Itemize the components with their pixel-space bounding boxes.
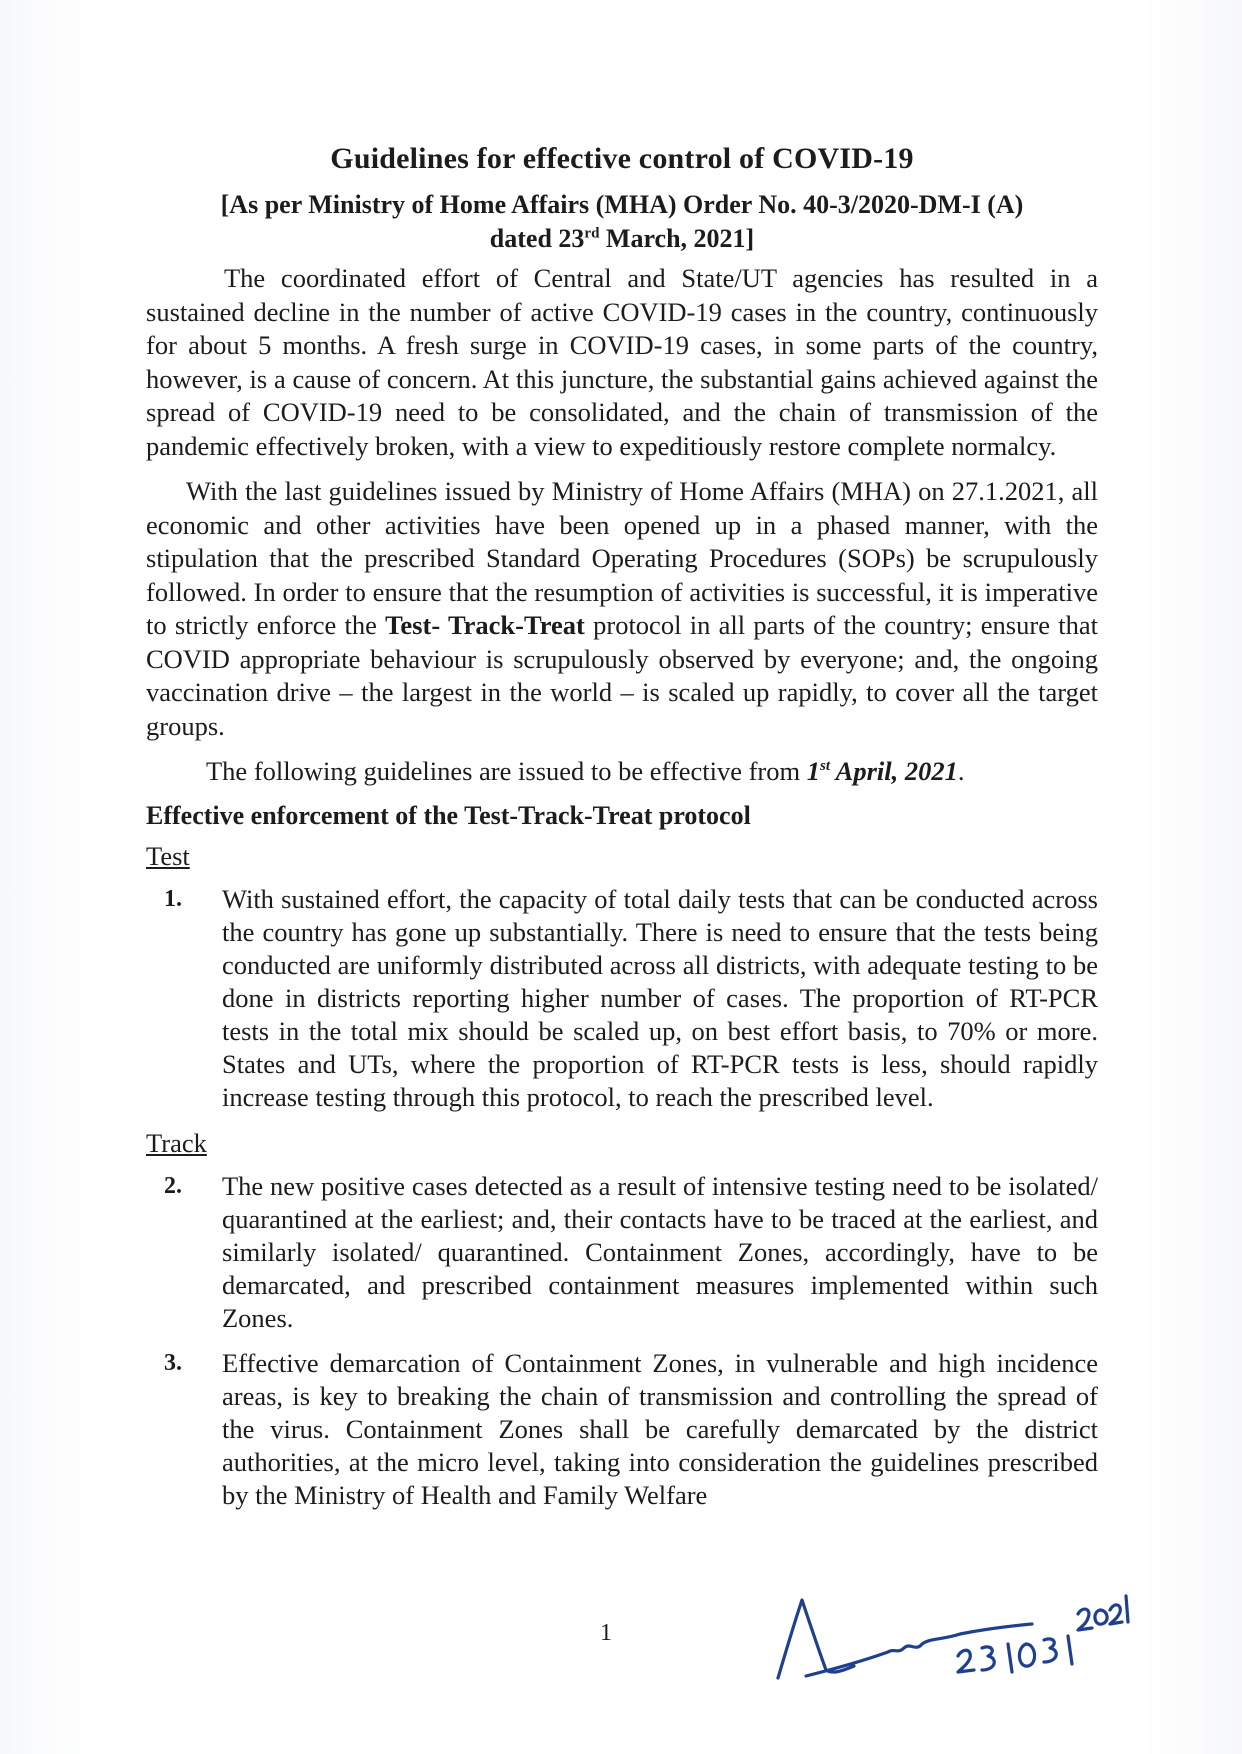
effective-date-prefix: The following guidelines are issued to be effective from: [206, 756, 807, 786]
document-title: Guidelines for effective control of COVID-19: [330, 142, 914, 175]
guideline-item-1: [146, 883, 1098, 1114]
date-slash-2: [1068, 1636, 1072, 1664]
date-digit-2b: [1078, 1609, 1092, 1630]
date-digit-0: [1019, 1644, 1034, 1666]
date-digit-0b: [1095, 1610, 1107, 1624]
guideline-item-3: [146, 1347, 1098, 1512]
date-digit-2a: [958, 1650, 974, 1672]
item-number: 1.: [164, 885, 182, 912]
subtitle-line-2: [146, 222, 1098, 256]
effective-date-month-year: April, 2021: [830, 756, 958, 786]
subtitle-date-ordinal: rd: [584, 225, 600, 242]
subheading-test: Test: [146, 840, 190, 871]
section-heading: Effective enforcement of the Test-Track-Treat protocol: [146, 800, 751, 830]
test-track-treat-emphasis: Test- Track-Treat: [385, 610, 585, 640]
document-subtitle: [146, 188, 1098, 256]
intro-paragraph-1: The coordinated effort of Central and State/UT agencies has resulted in a sustained decline in the number of active COVID-19 cases in the country, continuously for about 5 months. A fresh surge in COVID-19 cases, in some parts of the country, however, is a cause of concern. At this juncture, the substantial gains achieved against the spread of COVID-19 need to be consolidated, and the chain of transmission of the pandemic effectively broken, with a view to expeditiously restore complete normalcy.: [146, 263, 1098, 461]
subtitle-date-suffix: March, 2021]: [599, 224, 755, 253]
item-text: With sustained effort, the capacity of total daily tests that can be conducted across the country has gone up substantially. There is need to ensure that the tests being conducted are uniformly distributed across all districts, with adequate testing to be done in districts reporting higher number of cases. The proportion of RT-PCR tests in the total mix should be scaled up, on best effort basis, to 70% or more. States and UTs, where the proportion of RT-PCR tests is less, should rapidly increase testing through this protocol, to reach the prescribed level.: [222, 883, 1098, 1112]
document-body: [146, 140, 1098, 1524]
intro-paragraph-2: [146, 475, 1098, 743]
subtitle-date-prefix: dated 23: [489, 224, 585, 253]
handwritten-signature-and-date: [770, 1578, 1130, 1688]
subheading-track: Track: [146, 1127, 207, 1158]
date-digit-1: [1126, 1596, 1128, 1622]
intro-paragraph-2-end: protocol in all parts of the country; ensure that COVID appropriate behaviour is scrupulously observed by everyone; and, the ongoing vaccination drive – the largest in the world – is scaled up rapidly, to cover all the target groups.: [146, 610, 1098, 741]
item-text: The new positive cases detected as a result of intensive testing need to be isolated/ quarantined at the earliest; and, their contacts have to be traced at the earliest, and similarly isolated/ quarantined. Containment Zones, accordingly, have to be demarcated, and prescribed containment measures implemented within such Zones.: [222, 1170, 1098, 1333]
date-digit-3b: [1044, 1639, 1056, 1662]
date-digit-2c: [1110, 1605, 1122, 1624]
page-number: 1: [600, 1620, 612, 1646]
intro-paragraph-2-start: With the last guidelines issued by Ministry of Home Affairs (MHA) on 27.1.2021, all economic and other activities have been opened up in a phased manner, with the stipulation that the prescribed Standard Operating Procedures (SOPs) be scrupulously followed. In order to ensure that the resumption of activities is successful, it is imperative to strictly enforce the: [146, 476, 1098, 640]
item-text: Effective demarcation of Containment Zones, in vulnerable and high incidence areas, is key to breaking the chain of transmission and controlling the spread of the virus. Containment Zones shall be carefully demarcated by the district authorities, at the micro level, taking into consideration the guidelines prescribed by the Ministry of Health and Family Welfare: [222, 1347, 1098, 1510]
effective-date-period: .: [957, 756, 965, 786]
date-digit-3a: [982, 1647, 994, 1670]
guideline-item-2: [146, 1170, 1098, 1335]
effective-date-day: 1: [806, 756, 820, 786]
date-slash-1: [1008, 1644, 1012, 1672]
effective-date-line: [146, 755, 1098, 789]
item-number: 2.: [164, 1172, 182, 1199]
signature-flourish: [806, 1624, 1032, 1676]
item-number: 3.: [164, 1349, 182, 1376]
subtitle-line-1: [As per Ministry of Home Affairs (MHA) Order No. 40-3/2020-DM-I (A): [220, 190, 1024, 219]
effective-date-ordinal: st: [819, 758, 830, 775]
